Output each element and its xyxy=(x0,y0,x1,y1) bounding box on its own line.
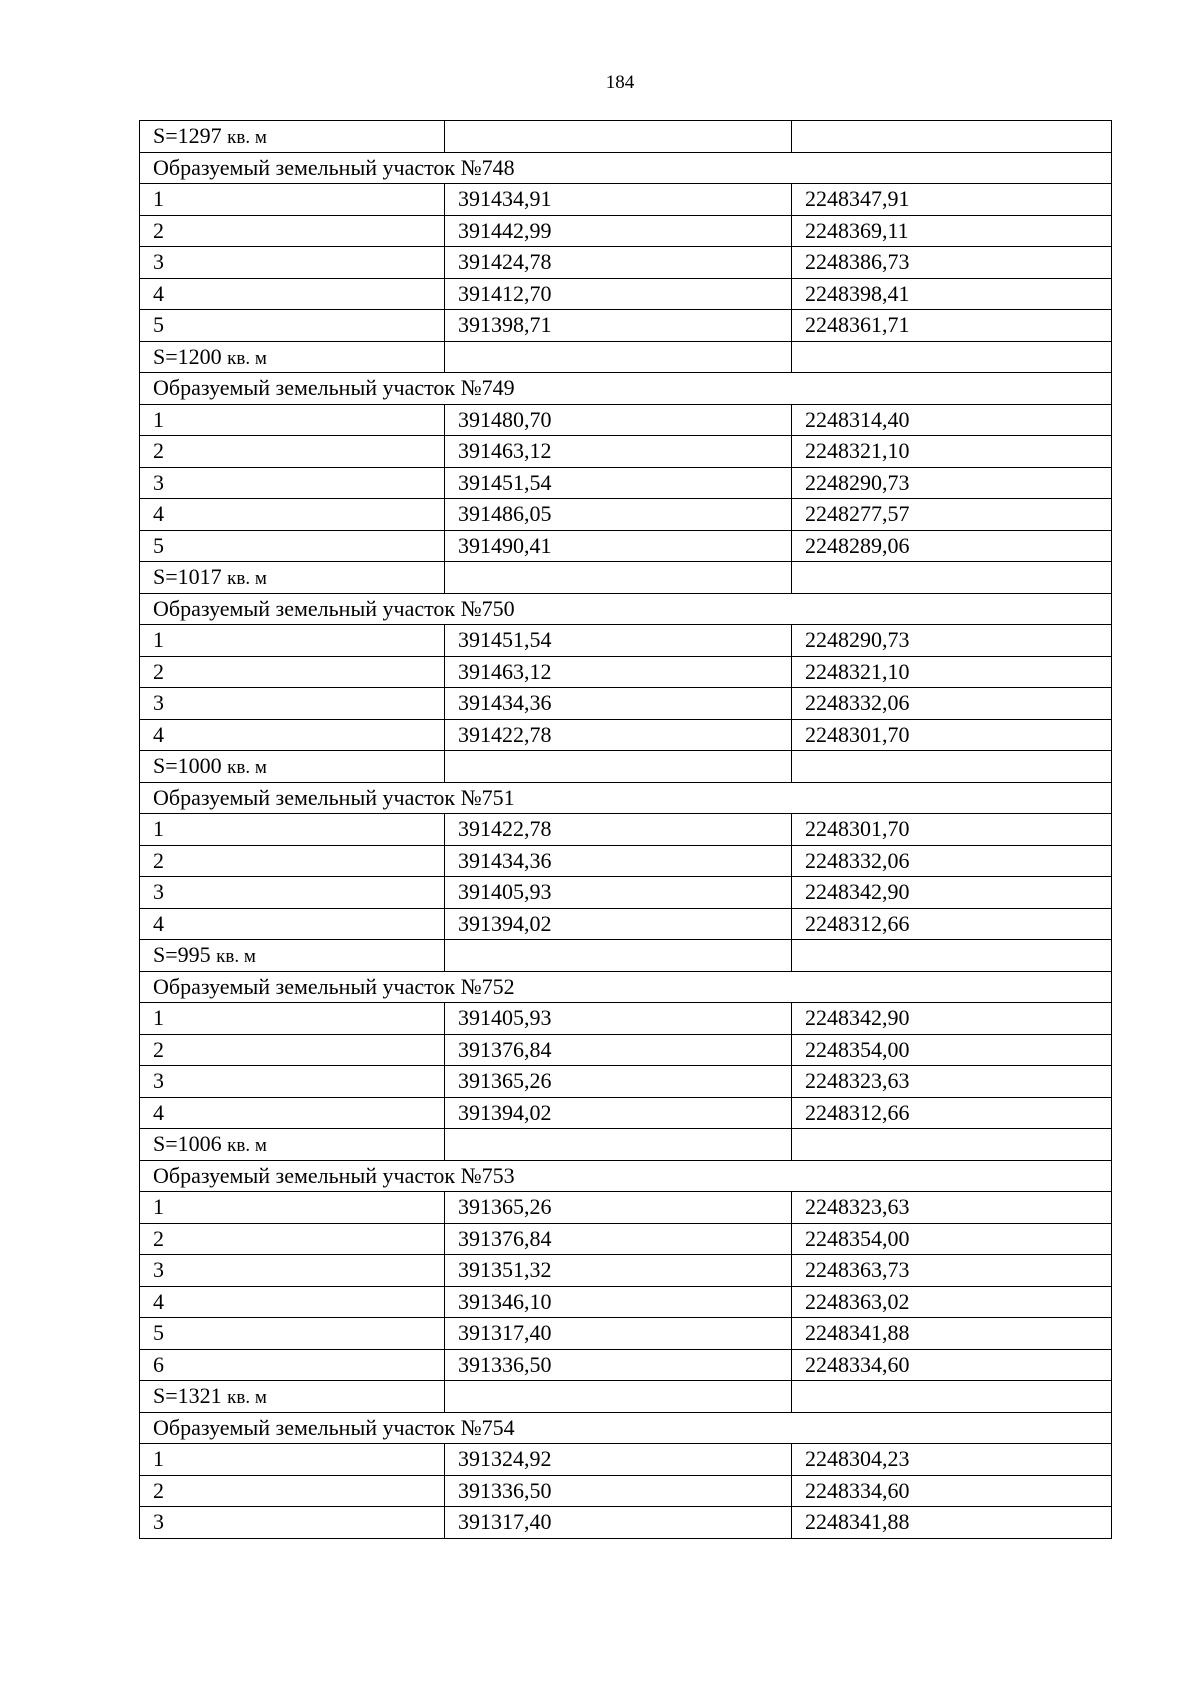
point-y: 2248361,71 xyxy=(792,310,1112,342)
point-row xyxy=(140,814,1112,846)
point-y: 2248363,02 xyxy=(792,1286,1112,1318)
empty-cell xyxy=(445,341,792,373)
point-number: 2 xyxy=(140,845,445,877)
area-unit: кв. м xyxy=(227,347,267,369)
coordinates-table xyxy=(139,120,1112,1539)
point-row xyxy=(140,1349,1112,1381)
empty-cell xyxy=(792,562,1112,594)
point-x: 391336,50 xyxy=(445,1349,792,1381)
point-y: 2248341,88 xyxy=(792,1318,1112,1350)
empty-cell xyxy=(445,751,792,783)
point-y: 2248301,70 xyxy=(792,719,1112,751)
point-number: 3 xyxy=(140,247,445,279)
point-x: 391463,12 xyxy=(445,436,792,468)
point-number: 4 xyxy=(140,719,445,751)
area-row xyxy=(140,940,1112,972)
point-number: 1 xyxy=(140,1192,445,1224)
point-number: 1 xyxy=(140,1003,445,1035)
point-x: 391376,84 xyxy=(445,1223,792,1255)
page-number: 184 xyxy=(605,72,635,93)
point-x: 391422,78 xyxy=(445,814,792,846)
area-value: S=1006 xyxy=(153,1131,222,1157)
area-unit: кв. м xyxy=(227,757,267,779)
point-number: 3 xyxy=(140,688,445,720)
point-y: 2248398,41 xyxy=(792,278,1112,310)
point-number: 1 xyxy=(140,625,445,657)
point-number: 2 xyxy=(140,1475,445,1507)
point-y: 2248323,63 xyxy=(792,1192,1112,1224)
parcel-title: Образуемый земельный участок №748 xyxy=(140,152,1112,184)
point-x: 391422,78 xyxy=(445,719,792,751)
parcel-header-row xyxy=(140,593,1112,625)
parcel-header-row xyxy=(140,373,1112,405)
area-value: S=1017 xyxy=(153,564,222,590)
point-row xyxy=(140,310,1112,342)
point-y: 2248354,00 xyxy=(792,1034,1112,1066)
empty-cell xyxy=(792,940,1112,972)
parcel-title: Образуемый земельный участок №750 xyxy=(140,593,1112,625)
point-x: 391480,70 xyxy=(445,404,792,436)
point-number: 2 xyxy=(140,1034,445,1066)
point-row xyxy=(140,1475,1112,1507)
empty-cell xyxy=(445,940,792,972)
area-value: S=1200 xyxy=(153,343,222,369)
point-y: 2248277,57 xyxy=(792,499,1112,531)
point-row xyxy=(140,688,1112,720)
point-x: 391412,70 xyxy=(445,278,792,310)
point-x: 391442,99 xyxy=(445,215,792,247)
area-value: S=995 xyxy=(153,942,211,968)
point-y: 2248314,40 xyxy=(792,404,1112,436)
point-row xyxy=(140,1034,1112,1066)
point-x: 391346,10 xyxy=(445,1286,792,1318)
area-row xyxy=(140,121,1112,153)
area-row xyxy=(140,341,1112,373)
point-x: 391365,26 xyxy=(445,1066,792,1098)
point-y: 2248363,73 xyxy=(792,1255,1112,1287)
point-y: 2248332,06 xyxy=(792,688,1112,720)
empty-cell xyxy=(792,1129,1112,1161)
point-number: 4 xyxy=(140,278,445,310)
point-y: 2248334,60 xyxy=(792,1349,1112,1381)
point-number: 1 xyxy=(140,184,445,216)
empty-cell xyxy=(445,121,792,153)
point-row xyxy=(140,1003,1112,1035)
parcel-header-row xyxy=(140,152,1112,184)
point-row xyxy=(140,436,1112,468)
point-row xyxy=(140,908,1112,940)
area-unit: кв. м xyxy=(227,1135,267,1157)
point-y: 2248386,73 xyxy=(792,247,1112,279)
point-y: 2248347,91 xyxy=(792,184,1112,216)
area-cell xyxy=(140,341,445,373)
point-number: 5 xyxy=(140,530,445,562)
coordinates-table-body xyxy=(140,121,1112,1539)
area-unit: кв. м xyxy=(227,127,267,149)
point-row xyxy=(140,1223,1112,1255)
point-number: 3 xyxy=(140,1507,445,1539)
empty-cell xyxy=(792,121,1112,153)
parcel-header-row xyxy=(140,1160,1112,1192)
point-number: 2 xyxy=(140,436,445,468)
point-y: 2248312,66 xyxy=(792,1097,1112,1129)
point-x: 391317,40 xyxy=(445,1318,792,1350)
area-row xyxy=(140,1129,1112,1161)
empty-cell xyxy=(792,751,1112,783)
point-x: 391463,12 xyxy=(445,656,792,688)
point-number: 2 xyxy=(140,215,445,247)
point-y: 2248341,88 xyxy=(792,1507,1112,1539)
empty-cell xyxy=(792,1381,1112,1413)
area-cell xyxy=(140,940,445,972)
point-row xyxy=(140,278,1112,310)
point-x: 391317,40 xyxy=(445,1507,792,1539)
empty-cell xyxy=(445,562,792,594)
point-row xyxy=(140,1255,1112,1287)
area-unit: кв. м xyxy=(216,946,256,968)
parcel-header-row xyxy=(140,1412,1112,1444)
area-row xyxy=(140,562,1112,594)
point-x: 391394,02 xyxy=(445,908,792,940)
point-number: 1 xyxy=(140,1444,445,1476)
point-row xyxy=(140,656,1112,688)
point-y: 2248332,06 xyxy=(792,845,1112,877)
point-x: 391434,36 xyxy=(445,845,792,877)
point-y: 2248321,10 xyxy=(792,436,1112,468)
parcel-header-row xyxy=(140,971,1112,1003)
point-x: 391394,02 xyxy=(445,1097,792,1129)
point-x: 391365,26 xyxy=(445,1192,792,1224)
area-value: S=1321 xyxy=(153,1383,222,1409)
point-y: 2248304,23 xyxy=(792,1444,1112,1476)
point-row xyxy=(140,215,1112,247)
area-unit: кв. м xyxy=(227,568,267,590)
point-x: 391434,91 xyxy=(445,184,792,216)
point-number: 3 xyxy=(140,1066,445,1098)
point-number: 3 xyxy=(140,877,445,909)
area-cell xyxy=(140,121,445,153)
point-x: 391424,78 xyxy=(445,247,792,279)
point-row xyxy=(140,1097,1112,1129)
area-value: S=1000 xyxy=(153,753,222,779)
area-unit: кв. м xyxy=(227,1387,267,1409)
point-number: 5 xyxy=(140,310,445,342)
point-row xyxy=(140,1192,1112,1224)
point-x: 391434,36 xyxy=(445,688,792,720)
point-row xyxy=(140,845,1112,877)
empty-cell xyxy=(445,1381,792,1413)
point-number: 6 xyxy=(140,1349,445,1381)
area-row xyxy=(140,751,1112,783)
point-row xyxy=(140,1507,1112,1539)
parcel-title: Образуемый земельный участок №751 xyxy=(140,782,1112,814)
empty-cell xyxy=(445,1129,792,1161)
point-row xyxy=(140,1318,1112,1350)
empty-cell xyxy=(792,341,1112,373)
point-y: 2248342,90 xyxy=(792,877,1112,909)
point-x: 391451,54 xyxy=(445,625,792,657)
point-y: 2248312,66 xyxy=(792,908,1112,940)
point-number: 1 xyxy=(140,814,445,846)
parcel-title: Образуемый земельный участок №752 xyxy=(140,971,1112,1003)
point-y: 2248290,73 xyxy=(792,467,1112,499)
area-row xyxy=(140,1381,1112,1413)
point-y: 2248369,11 xyxy=(792,215,1112,247)
point-number: 4 xyxy=(140,1097,445,1129)
point-number: 3 xyxy=(140,1255,445,1287)
point-row xyxy=(140,184,1112,216)
point-x: 391405,93 xyxy=(445,1003,792,1035)
point-number: 1 xyxy=(140,404,445,436)
point-y: 2248321,10 xyxy=(792,656,1112,688)
point-x: 391376,84 xyxy=(445,1034,792,1066)
point-number: 2 xyxy=(140,656,445,688)
point-x: 391351,32 xyxy=(445,1255,792,1287)
point-row xyxy=(140,247,1112,279)
point-row xyxy=(140,719,1112,751)
point-row xyxy=(140,1066,1112,1098)
point-row xyxy=(140,877,1112,909)
point-y: 2248290,73 xyxy=(792,625,1112,657)
point-x: 391451,54 xyxy=(445,467,792,499)
point-number: 2 xyxy=(140,1223,445,1255)
parcel-title: Образуемый земельный участок №749 xyxy=(140,373,1112,405)
point-y: 2248301,70 xyxy=(792,814,1112,846)
point-number: 4 xyxy=(140,908,445,940)
point-y: 2248289,06 xyxy=(792,530,1112,562)
point-row xyxy=(140,404,1112,436)
area-cell xyxy=(140,1381,445,1413)
parcel-title: Образуемый земельный участок №754 xyxy=(140,1412,1112,1444)
point-number: 3 xyxy=(140,467,445,499)
point-x: 391398,71 xyxy=(445,310,792,342)
point-y: 2248334,60 xyxy=(792,1475,1112,1507)
point-y: 2248323,63 xyxy=(792,1066,1112,1098)
point-row xyxy=(140,1286,1112,1318)
point-x: 391324,92 xyxy=(445,1444,792,1476)
area-cell xyxy=(140,1129,445,1161)
point-y: 2248342,90 xyxy=(792,1003,1112,1035)
point-row xyxy=(140,530,1112,562)
area-value: S=1297 xyxy=(153,123,222,149)
point-row xyxy=(140,499,1112,531)
point-row xyxy=(140,467,1112,499)
point-x: 391490,41 xyxy=(445,530,792,562)
point-x: 391486,05 xyxy=(445,499,792,531)
point-number: 5 xyxy=(140,1318,445,1350)
point-y: 2248354,00 xyxy=(792,1223,1112,1255)
point-x: 391405,93 xyxy=(445,877,792,909)
point-number: 4 xyxy=(140,499,445,531)
area-cell xyxy=(140,562,445,594)
point-row xyxy=(140,1444,1112,1476)
parcel-header-row xyxy=(140,782,1112,814)
area-cell xyxy=(140,751,445,783)
point-row xyxy=(140,625,1112,657)
point-x: 391336,50 xyxy=(445,1475,792,1507)
parcel-title: Образуемый земельный участок №753 xyxy=(140,1160,1112,1192)
point-number: 4 xyxy=(140,1286,445,1318)
